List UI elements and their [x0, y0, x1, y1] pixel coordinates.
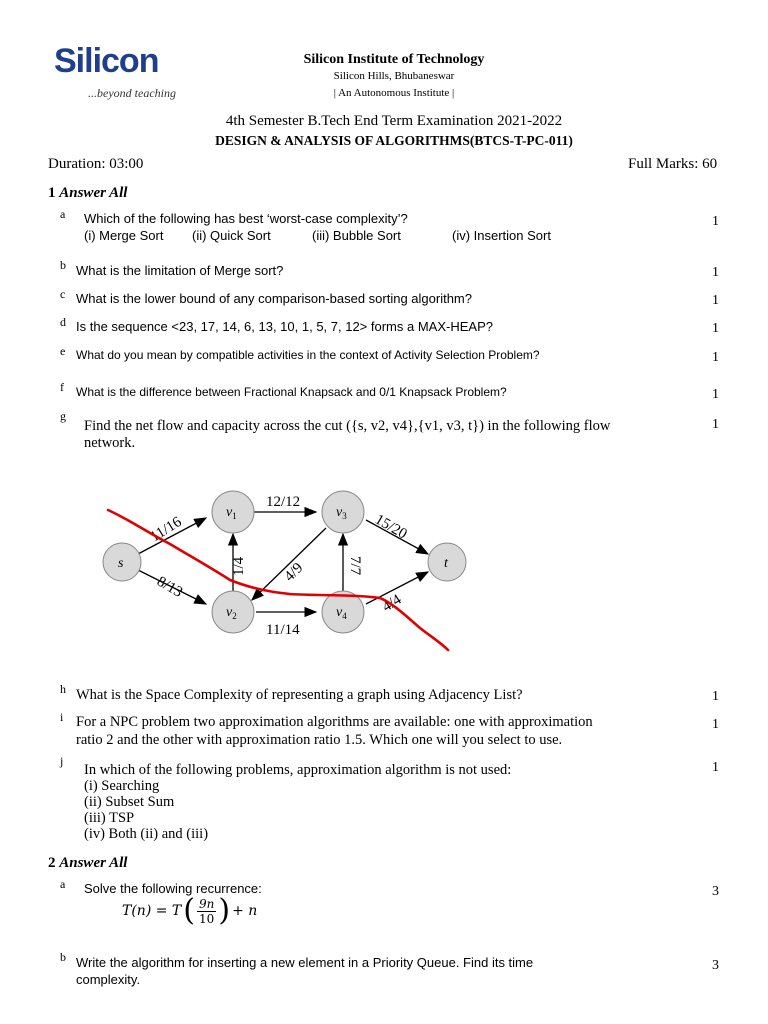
institute-name: Silicon Institute of Technology: [303, 52, 485, 67]
q1c-marks: 1: [712, 293, 719, 308]
q1a-id: a: [60, 207, 66, 221]
q1d-id: d: [60, 315, 66, 329]
q1b-marks: 1: [712, 265, 719, 280]
q1b-id: b: [60, 258, 66, 272]
q1g-id: g: [60, 409, 66, 423]
node-v2-label: $v_2$: [226, 605, 237, 621]
q1e-marks: 1: [712, 350, 719, 365]
recurrence-equation: T(n) = T ( 9n 10 ) + n: [122, 893, 258, 928]
edge-label-v3-t: 15/20: [372, 511, 410, 543]
q1d-marks: 1: [712, 321, 719, 336]
q2a-marks: 3: [712, 884, 719, 899]
q1i-id: i: [60, 710, 64, 724]
q1a-opt-2: (ii) Quick Sort: [192, 228, 271, 243]
q1g-text-line2: network.: [84, 435, 136, 451]
q1i-marks: 1: [712, 717, 719, 732]
eq-fraction: 9n 10: [198, 896, 215, 926]
q1b-text: What is the limitation of Merge sort?: [76, 263, 284, 278]
q2b-text-line1: Write the algorithm for inserting a new element in a Priority Queue. Find its time: [76, 955, 534, 970]
q1j-opt-3: (iii) TSP: [84, 810, 135, 826]
q1j-opt-2: (ii) Subset Sum: [84, 794, 175, 810]
q1e-id: e: [60, 344, 66, 358]
q1j-id: j: [60, 754, 64, 768]
section-2-heading: 2 Answer All: [48, 855, 128, 871]
q1a-opt-3: (iii) Bubble Sort: [312, 228, 401, 243]
q1f-text: What is the difference between Fractional Knapsack and 0/1 Knapsack Problem?: [76, 385, 507, 399]
edge-label-v4-v3: 7/7: [347, 556, 363, 576]
eq-right: + n: [232, 903, 258, 919]
subject-title: DESIGN & ANALYSIS OF ALGORITHMS(BTCS-T-PC-011): [215, 133, 573, 148]
full-marks: Full Marks: 60: [628, 156, 718, 172]
institute-logo: Silicon: [54, 42, 159, 80]
q1j-opt-4: (iv) Both (ii) and (iii): [84, 826, 209, 842]
edge-label-v4-t: 4/4: [379, 591, 405, 616]
edge-label-v2-v4: 11/14: [266, 622, 300, 638]
q1e-text: What do you mean by compatible activities in the context of Activity Selection Problem?: [76, 348, 540, 362]
q1g-text-line1: Find the net flow and capacity across the cut ({s, v2, v4},{v1, v3, t}) in the following flow: [84, 418, 611, 434]
node-v4-label: $v_4$: [336, 605, 347, 621]
flow-network-graph: [90, 480, 490, 660]
q1c-text: What is the lower bound of any comparison-based sorting algorithm?: [76, 291, 472, 306]
q1i-text-line1: For a NPC problem two approximation algorithms are available: one with approximation: [76, 714, 593, 730]
q1h-id: h: [60, 682, 66, 696]
section-1-heading: 1 Answer All: [48, 185, 128, 201]
duration: Duration: 03:00: [48, 156, 144, 172]
edge-label-s-v1: 11/16: [147, 514, 185, 546]
autonomous-label: | An Autonomous Institute |: [333, 87, 455, 99]
q2b-id: b: [60, 950, 66, 964]
q1h-text: What is the Space Complexity of representing a graph using Adjacency List?: [76, 687, 523, 703]
q1j-marks: 1: [712, 760, 719, 775]
node-s-label: s: [118, 556, 124, 571]
q1a-marks: 1: [712, 214, 719, 229]
q1h-marks: 1: [712, 689, 719, 704]
institute-address: Silicon Hills, Bhubaneswar: [333, 70, 455, 82]
q1a-text: Which of the following has best ‘worst-case complexity’?: [84, 211, 408, 226]
edge-label-v1-v3: 12/12: [266, 494, 301, 510]
q2a-text: Solve the following recurrence:: [84, 881, 262, 896]
q1a-opt-1: (i) Merge Sort: [84, 228, 164, 243]
q2b-text-line2: complexity.: [76, 972, 141, 987]
exam-title: 4th Semester B.Tech End Term Examination 2021-2022: [225, 113, 563, 129]
logo-tagline: ...beyond teaching: [88, 86, 176, 100]
eq-left: T(n) = T: [122, 903, 182, 919]
edge-label-v3-v2: 4/9: [281, 559, 307, 585]
q1d-text: Is the sequence <23, 17, 14, 6, 13, 10, 1, 5, 7, 12> forms a MAX-HEAP?: [76, 319, 493, 334]
q1c-id: c: [60, 287, 66, 301]
q1f-marks: 1: [712, 387, 719, 402]
q2b-marks: 3: [712, 958, 719, 973]
node-v1-label: $v_1$: [226, 505, 237, 521]
q2a-id: a: [60, 877, 66, 891]
node-t-label: t: [444, 556, 448, 571]
q1j-opt-1: (i) Searching: [84, 778, 160, 794]
edge-label-s-v2: 8/13: [154, 573, 186, 601]
q1a-opt-4: (iv) Insertion Sort: [452, 228, 551, 243]
q1g-marks: 1: [712, 417, 719, 432]
q1i-text-line2: ratio 2 and the other with approximation ratio 1.5. Which one will you select to use.: [76, 732, 563, 748]
node-v3-label: $v_3$: [336, 505, 347, 521]
q1f-id: f: [60, 380, 64, 394]
q1j-text: In which of the following problems, approximation algorithm is not used:: [84, 762, 512, 778]
edge-label-v2-v1: 1/4: [231, 556, 247, 576]
